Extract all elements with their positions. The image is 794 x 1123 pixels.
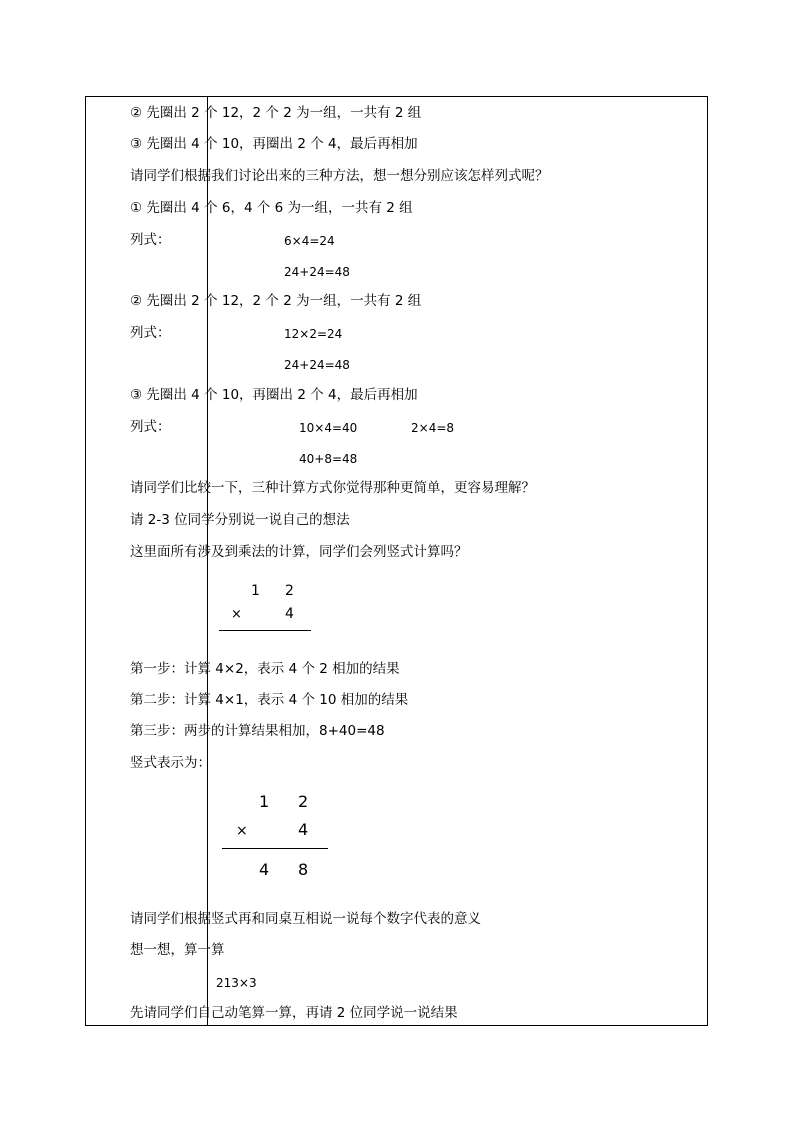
text-line-7: ② 先圈出 2 个 12，2 个 2 为一组，一共有 2 组 bbox=[130, 293, 422, 309]
text-line-21: 想一想，算一算 bbox=[130, 942, 225, 958]
text-line-14: 请 2-3 位同学分别说一说自己的想法 bbox=[130, 512, 350, 528]
multiplier: 4 bbox=[285, 606, 294, 622]
formula-3c: 40+8=48 bbox=[299, 452, 358, 466]
times-sign: × bbox=[236, 823, 248, 839]
formula-2a: 12×2=24 bbox=[284, 327, 343, 341]
text-line-23: 先请同学们自己动笔算一算，再请 2 位同学说一说结果 bbox=[130, 1005, 458, 1021]
digit-2: 2 bbox=[298, 792, 309, 811]
step-1: 第一步：计算 4×2，表示 4 个 2 相加的结果 bbox=[130, 661, 400, 677]
text-line-1: ② 先圈出 2 个 12，2 个 2 为一组，一共有 2 组 bbox=[130, 105, 422, 121]
step-3: 第三步：两步的计算结果相加，8+40=48 bbox=[130, 723, 385, 739]
formula-label-2: 列式： bbox=[130, 325, 171, 341]
step-2: 第二步：计算 4×1，表示 4 个 10 相加的结果 bbox=[130, 692, 409, 708]
result-digit-2: 8 bbox=[298, 860, 309, 879]
formula-label-3: 列式： bbox=[130, 419, 171, 435]
formula-label-1: 列式： bbox=[130, 232, 171, 248]
text-line-13: 请同学们比较一下，三种计算方式你觉得那种更简单，更容易理解？ bbox=[130, 480, 535, 496]
digit-1: 1 bbox=[259, 792, 270, 811]
text-line-10: ③ 先圈出 4 个 10，再圈出 2 个 4，最后再相加 bbox=[130, 387, 418, 403]
text-line-15: 这里面所有涉及到乘法的计算，同学们会列竖式计算吗？ bbox=[130, 544, 468, 560]
formula-3a: 10×4=40 bbox=[299, 421, 358, 435]
digit-1: 1 bbox=[251, 583, 260, 599]
formula-1a: 6×4=24 bbox=[284, 234, 335, 248]
vertical-intro: 竖式表示为： bbox=[130, 755, 211, 771]
formula-3b: 2×4=8 bbox=[411, 421, 455, 435]
exercise-formula: 213×3 bbox=[216, 976, 257, 990]
column-divider bbox=[207, 97, 208, 1025]
text-line-4: ① 先圈出 4 个 6，4 个 6 为一组，一共有 2 组 bbox=[130, 200, 413, 216]
text-line-3: 请同学们根据我们讨论出来的三种方法，想一想分别应该怎样列式呢？ bbox=[130, 168, 549, 184]
lesson-table bbox=[85, 96, 708, 1026]
formula-2b: 24+24=48 bbox=[284, 358, 350, 372]
multiplier: 4 bbox=[298, 820, 309, 839]
underline-rule bbox=[222, 848, 328, 849]
formula-1b: 24+24=48 bbox=[284, 265, 350, 279]
text-line-20: 请同学们根据竖式再和同桌互相说一说每个数字代表的意义 bbox=[130, 911, 481, 927]
text-line-2: ③ 先圈出 4 个 10，再圈出 2 个 4，最后再相加 bbox=[130, 136, 418, 152]
result-digit-1: 4 bbox=[259, 860, 270, 879]
digit-2: 2 bbox=[285, 583, 294, 599]
times-sign: × bbox=[231, 607, 242, 622]
underline-rule bbox=[219, 630, 311, 631]
